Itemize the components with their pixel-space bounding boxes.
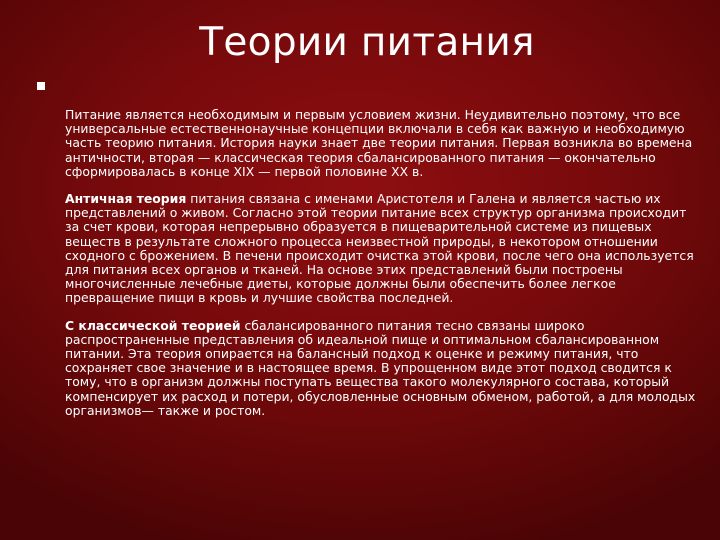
paragraph-ancient-theory xyxy=(65,192,697,306)
paragraph-intro-text: Питание является необходимым и первым условием жизни. Неудивительно поэтому, что все универсальные естественнонаучные концепции включали в себя как важную и необходимую часть теорию питания. История науки знает две теории питания. Первая возникла во времена античности, вторая — классическая теория сбалансированного питания — окончательно сформировалась в конце XIX — первой половине XX в. xyxy=(65,107,693,179)
slide-title: Теории питания xyxy=(199,20,535,65)
classical-theory-lead: С классической теорией xyxy=(65,317,241,333)
square-bullet-icon xyxy=(37,82,45,90)
classical-theory-text: сбалансированного питания тесно связаны широко распространенные представления об идеальной пище и оптимальном сбалансированном питании. Эта теория опирается на балансный подход к оценке и режиму питания, что сохраняет свое значение и в настоящее время. В упрощенном виде этот подход сводится к тому, что в организм должны поступать вещества такого молекулярного состава, который компенсирует их расход и потери, обусловленные основным обменом, работой, а для молодых организмов— также и ростом. xyxy=(65,317,696,418)
paragraph-intro xyxy=(65,108,697,179)
slide-body xyxy=(65,108,697,431)
paragraph-classical-theory xyxy=(65,319,697,418)
ancient-theory-text: питания связана с именами Аристотеля и Галена и является частью их представлений о живом. Согласно этой теории питание всех структур организма происходит за счет крови, которая непрерывно образуется в пищеварительной системе из пищевых веществ в результате сложного процесса неизвестной природы, в некотором отношении сходного с брожением. В печени происходит очистка этой крови, после чего она используется для питания всех органов и тканей. На основе этих представлений были построены многочисленные лечебные диеты, которые должны были обеспечить более легкое превращение пищи в кровь и лучшие свойства последней. xyxy=(65,191,694,306)
ancient-theory-lead: Античная теория xyxy=(65,191,187,207)
